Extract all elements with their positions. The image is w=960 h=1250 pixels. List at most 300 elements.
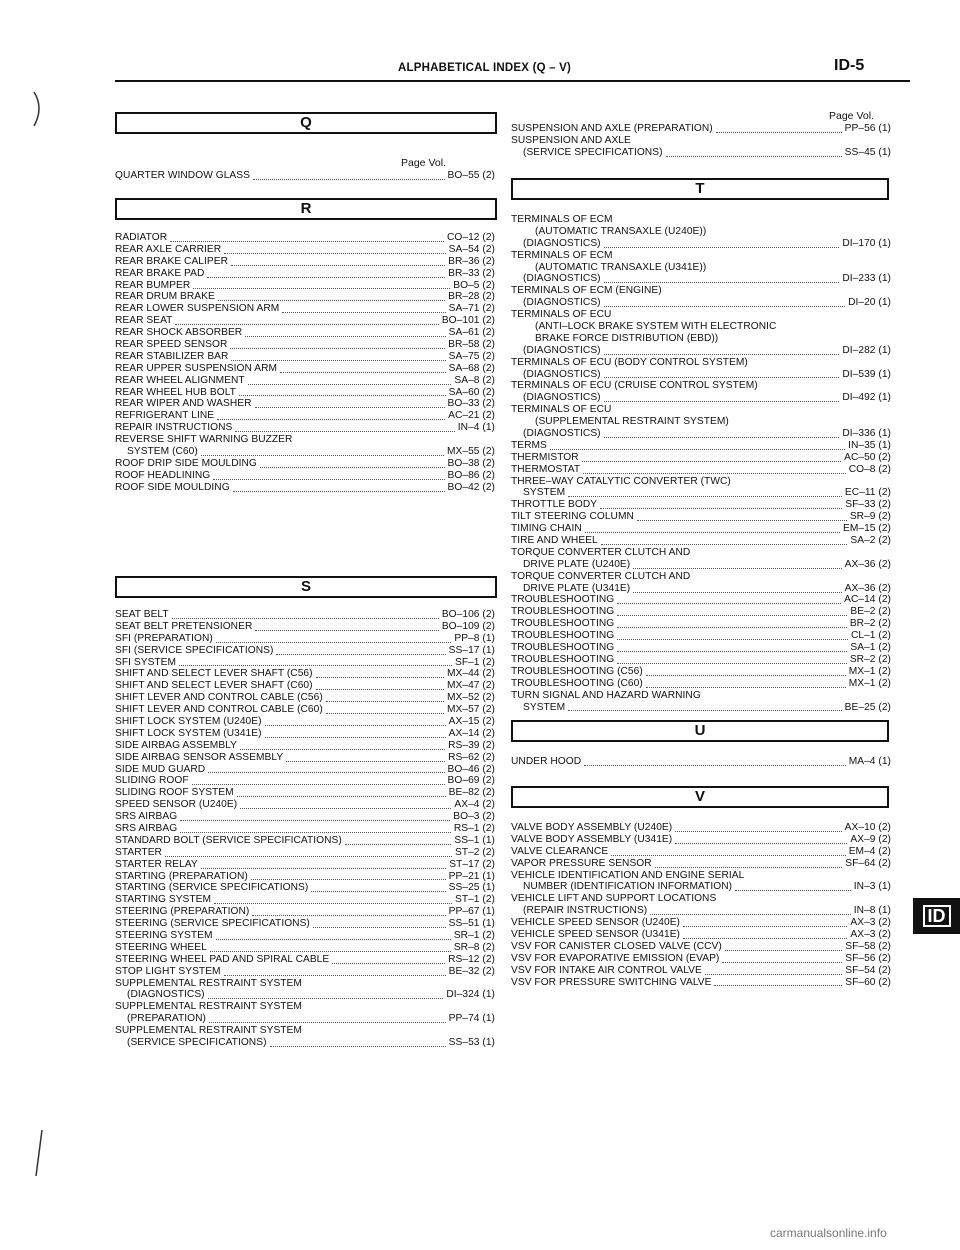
leader-dots: [604, 437, 840, 438]
leader-dots: [604, 401, 840, 402]
index-entry-page: BO–38 (2): [447, 457, 495, 469]
index-entry-page: BO–46 (2): [447, 763, 495, 775]
leader-dots: [633, 592, 841, 593]
section-header-q: Q: [115, 112, 497, 134]
index-entry-title: VALVE CLEARANCE: [511, 845, 609, 857]
index-entry: [115, 1025, 495, 1037]
leader-dots: [550, 449, 845, 450]
leader-dots: [735, 890, 851, 891]
index-entry-title: (DIAGNOSTICS): [127, 989, 205, 1001]
index-entry: [115, 990, 495, 1002]
index-entry-title: STARTER: [115, 846, 162, 858]
index-entry-title: RADIATOR: [115, 231, 168, 243]
index-entry-page: BR–2 (2): [849, 618, 891, 630]
index-entry-title: REAR SPEED SENSOR: [115, 339, 228, 350]
index-entry: [115, 764, 495, 776]
index-entry-page: ST–17 (2): [449, 858, 495, 870]
index-entry-title: REVERSE SHIFT WARNING BUZZER: [115, 434, 293, 446]
index-entry-page: SR–1 (2): [453, 930, 495, 942]
index-entry-page: MX–55 (2): [446, 446, 495, 458]
index-entry: [511, 905, 891, 917]
index-entry: [511, 416, 891, 428]
page-number: ID-5: [834, 57, 865, 74]
index-entry-page: SS–53 (1): [448, 1037, 495, 1049]
leader-dots: [237, 796, 446, 797]
index-entry-title: VSV FOR CANISTER CLOSED VALVE (CCV): [511, 940, 722, 952]
v-entries: [511, 822, 891, 988]
index-entry-title: STARTING (PREPARATION): [115, 870, 248, 882]
index-entry-title: TERMS: [511, 439, 547, 451]
leader-dots: [217, 419, 445, 420]
index-entry: [511, 123, 891, 135]
index-entry-page: MX–44 (2): [446, 668, 495, 680]
index-entry-title: REAR SHOCK ABSORBER: [115, 327, 243, 339]
index-entry-title: SUPPLEMENTAL RESTRAINT SYSTEM: [115, 977, 302, 989]
page-vol-label-right: Page Vol.: [829, 110, 874, 122]
index-entry-title: REAR DRUM BRAKE: [115, 291, 215, 303]
index-entry-title: DRIVE PLATE (U240E): [523, 558, 631, 570]
index-entry-title: ROOF HEADLINING: [115, 469, 211, 481]
index-entry-page: BO–33 (2): [447, 398, 495, 410]
index-entry: [115, 482, 495, 494]
leader-dots: [725, 950, 842, 951]
index-entry: [511, 404, 891, 416]
index-entry: [115, 375, 495, 387]
index-entry-page: EM–15 (2): [842, 523, 891, 535]
leader-dots: [172, 618, 439, 619]
index-entry: [115, 470, 495, 482]
index-entry: [511, 977, 891, 989]
index-entry-title: TROUBLESHOOTING: [511, 630, 615, 642]
index-entry-page: DI–20 (1): [848, 297, 891, 309]
page-header-title: ALPHABETICAL INDEX (Q – V): [398, 62, 572, 74]
index-entry-page: SS–25 (1): [448, 882, 495, 894]
q-entries: [115, 170, 495, 182]
leader-dots: [617, 627, 847, 628]
index-entry: [511, 642, 891, 654]
index-entry-title: SHIFT LOCK SYSTEM (U240E): [115, 716, 262, 727]
index-entry-page: AX–14 (2): [448, 727, 495, 739]
leader-dots: [180, 820, 450, 821]
index-entry: [115, 268, 495, 280]
leader-dots: [585, 532, 840, 533]
leader-dots: [201, 868, 447, 869]
index-entry: [115, 740, 495, 752]
leader-dots: [316, 689, 444, 690]
section-header-r: R: [115, 198, 497, 220]
index-entry-title: REAR BRAKE CALIPER: [115, 255, 228, 267]
index-entry: [115, 680, 495, 692]
index-entry-page: IN–4 (1): [457, 422, 495, 434]
index-entry: [511, 250, 891, 262]
leader-dots: [245, 336, 445, 337]
index-entry: [511, 321, 891, 333]
index-entry-page: SS–51 (1): [448, 918, 495, 930]
index-entry: [511, 285, 891, 297]
leader-dots: [650, 914, 851, 915]
index-entry: [115, 978, 495, 990]
index-entry-page: SF–1 (2): [454, 656, 495, 668]
index-entry-title: REAR AXLE CARRIER: [115, 243, 222, 255]
leader-dots: [207, 277, 445, 278]
index-entry-page: MX–57 (2): [446, 704, 495, 716]
leader-dots: [165, 856, 452, 857]
leader-dots: [253, 179, 445, 180]
index-entry-title: (SUPPLEMENTAL RESTRAINT SYSTEM): [535, 416, 729, 428]
header-rule: [115, 80, 910, 82]
index-entry-title: STEERING WHEEL: [115, 941, 207, 953]
index-entry-title: QUARTER WINDOW GLASS: [115, 169, 250, 181]
index-entry: [511, 369, 891, 381]
leader-dots: [209, 1022, 446, 1023]
leader-dots: [604, 377, 840, 378]
index-entry: [115, 315, 495, 327]
index-entry-title: TROUBLESHOOTING (C56): [511, 665, 643, 677]
index-entry: [115, 847, 495, 859]
index-entry-page: IN–3 (1): [853, 881, 891, 893]
leader-dots: [675, 843, 847, 844]
index-entry-title: VEHICLE SPEED SENSOR (U240E): [511, 917, 680, 929]
index-entry-page: MA–4 (1): [848, 755, 891, 767]
r-entries: [115, 232, 495, 494]
index-entry-page: IN–35 (1): [848, 439, 891, 451]
leader-dots: [637, 520, 847, 521]
index-entry-page: DI–492 (1): [842, 392, 891, 404]
index-entry: [115, 232, 495, 244]
index-entry-page: SF–33 (2): [845, 499, 891, 511]
index-entry: [115, 291, 495, 303]
index-entry-title: TERMINALS OF ECM: [511, 249, 613, 261]
leader-dots: [216, 939, 451, 940]
index-entry: [511, 756, 891, 768]
index-entry-title: SLIDING ROOF: [115, 775, 189, 787]
index-entry-title: BRAKE FORCE DISTRIBUTION (EBD)): [535, 332, 719, 344]
index-entry-title: REAR SEAT: [115, 315, 173, 327]
index-entry: [511, 476, 891, 488]
leader-dots: [617, 651, 847, 652]
leader-dots: [716, 132, 842, 133]
leader-dots: [270, 1046, 446, 1047]
index-entry-title: SLIDING ROOF SYSTEM: [115, 787, 234, 799]
index-entry-title: (SERVICE SPECIFICATIONS): [523, 146, 663, 158]
index-entry: [511, 523, 891, 535]
watermark-text: carmanualsonline.info: [770, 1226, 887, 1240]
index-entry: [511, 547, 891, 559]
index-entry-title: SHIFT AND SELECT LEVER SHAFT (C60): [115, 680, 313, 692]
index-entry-page: CO–8 (2): [848, 463, 891, 475]
index-entry-title: (AUTOMATIC TRANSAXLE (U240E)): [535, 225, 707, 237]
page-vol-label: Page Vol.: [401, 157, 446, 169]
index-entry: [115, 327, 495, 339]
index-entry-page: AC–14 (2): [844, 594, 891, 606]
index-entry: [115, 657, 495, 669]
leader-dots: [230, 348, 445, 349]
leader-dots: [224, 253, 446, 254]
leader-dots: [633, 568, 841, 569]
leader-dots: [611, 855, 846, 856]
index-entry-title: SRS AIRBAG: [115, 823, 178, 835]
index-entry: [511, 511, 891, 523]
leader-dots: [240, 808, 451, 809]
leader-dots: [280, 372, 446, 373]
index-entry: [115, 704, 495, 716]
index-entry-title: (DIAGNOSTICS): [523, 273, 601, 285]
leader-dots: [248, 384, 452, 385]
index-entry-title: REAR BRAKE PAD: [115, 267, 205, 279]
index-entry-title: (DIAGNOSTICS): [523, 392, 601, 404]
index-entry-page: BO–106 (2): [441, 608, 495, 620]
index-entry-page: DI–233 (1): [842, 273, 891, 285]
index-entry-title: TROUBLESHOOTING: [511, 618, 615, 630]
index-entry-title: TERMINALS OF ECU (BODY CONTROL SYSTEM): [511, 356, 748, 368]
index-entry-page: SR–9 (2): [849, 511, 891, 523]
leader-dots: [675, 831, 841, 832]
index-entry-title: (REPAIR INSTRUCTIONS): [523, 905, 648, 917]
index-entry-title: VAPOR PRESSURE SENSOR: [511, 857, 652, 869]
leader-dots: [568, 496, 842, 497]
leader-dots: [218, 300, 445, 301]
index-entry-title: VEHICLE LIFT AND SUPPORT LOCATIONS: [511, 893, 717, 905]
index-entry-title: STOP LIGHT SYSTEM: [115, 965, 221, 977]
index-entry: [511, 690, 891, 702]
index-entry: [511, 822, 891, 834]
index-entry-page: PP–56 (1): [844, 122, 891, 134]
leader-dots: [345, 844, 452, 845]
index-entry-title: SFI (SERVICE SPECIFICATIONS): [115, 644, 274, 656]
leader-dots: [617, 663, 847, 664]
leader-dots: [617, 603, 841, 604]
index-entry-page: BO–109 (2): [441, 620, 495, 632]
index-entry: [511, 571, 891, 583]
index-entry-title: SPEED SENSOR (U240E): [115, 799, 238, 811]
index-entry-title: SUSPENSION AND AXLE (PREPARATION): [511, 122, 713, 134]
index-entry: [511, 953, 891, 965]
index-entry-title: THERMISTOR: [511, 451, 579, 463]
index-entry: [115, 633, 495, 645]
leader-dots: [600, 508, 842, 509]
index-entry-title: NUMBER (IDENTIFICATION INFORMATION): [523, 881, 733, 893]
s-entries: [115, 609, 495, 1049]
index-entry: [511, 499, 891, 511]
index-entry-title: TIMING CHAIN: [511, 523, 582, 535]
index-entry-page: SA–71 (2): [448, 303, 495, 315]
index-entry: [115, 966, 495, 978]
index-entry: [115, 752, 495, 764]
index-entry-title: THROTTLE BODY: [511, 499, 598, 511]
index-entry: [511, 834, 891, 846]
index-entry-title: VEHICLE IDENTIFICATION AND ENGINE SERIAL: [511, 869, 745, 881]
leader-dots: [646, 675, 846, 676]
index-entry-title: STANDARD BOLT (SERVICE SPECIFICATIONS): [115, 834, 342, 846]
index-entry-page: AX–15 (2): [448, 716, 495, 727]
index-entry: [115, 621, 495, 633]
index-entry: [511, 262, 891, 274]
leader-dots: [568, 710, 841, 711]
index-entry-page: SF–58 (2): [845, 940, 891, 952]
leader-dots: [722, 962, 842, 963]
index-entry: [511, 135, 891, 147]
index-entry-page: SA–1 (2): [850, 642, 891, 654]
index-entry-title: TORQUE CONVERTER CLUTCH AND: [511, 546, 691, 558]
index-entry-page: DI–282 (1): [842, 344, 891, 356]
index-entry-page: RS–12 (2): [448, 953, 495, 965]
leader-dots: [326, 701, 444, 702]
index-entry-title: STEERING SYSTEM: [115, 930, 213, 942]
index-entry-page: MX–1 (2): [848, 677, 891, 689]
index-entry-page: DI–336 (1): [842, 428, 891, 440]
index-entry-title: TIRE AND WHEEL: [511, 535, 598, 547]
index-entry-page: BR–28 (2): [448, 291, 495, 303]
index-entry-page: PP–21 (1): [448, 870, 495, 882]
leader-dots: [251, 879, 446, 880]
index-entry: [115, 787, 495, 799]
index-entry-page: PP–67 (1): [448, 906, 495, 918]
index-entry-title: UNDER HOOD: [511, 755, 582, 767]
index-entry: [115, 728, 495, 740]
leader-dots: [617, 615, 847, 616]
index-entry: [511, 630, 891, 642]
index-entry: [511, 226, 891, 238]
index-entry-title: TERMINALS OF ECM: [511, 214, 613, 225]
index-entry-title: REAR BUMPER: [115, 279, 191, 291]
index-entry: [511, 702, 891, 714]
leader-dots: [316, 677, 444, 678]
index-entry: [511, 917, 891, 929]
leader-dots: [326, 713, 444, 714]
index-entry: [115, 823, 495, 835]
section-header-u: U: [511, 720, 889, 742]
index-entry-page: SA–68 (2): [448, 362, 495, 374]
index-entry: [511, 654, 891, 666]
top-entries: [511, 123, 891, 159]
index-entry-title: SHIFT LOCK SYSTEM (U341E): [115, 727, 262, 739]
index-entry: [511, 595, 891, 607]
index-entry-title: REAR WHEEL ALIGNMENT: [115, 374, 245, 386]
leader-dots: [214, 903, 452, 904]
index-entry-title: (PREPARATION): [127, 1013, 206, 1025]
index-entry-page: BR–36 (2): [448, 255, 495, 267]
index-entry: [115, 871, 495, 883]
index-entry-title: SYSTEM: [523, 701, 566, 713]
index-entry-title: STEERING WHEEL PAD AND SPIRAL CABLE: [115, 953, 330, 965]
index-entry-title: SEAT BELT PRETENSIONER: [115, 620, 253, 632]
index-entry: [115, 434, 495, 446]
index-entry: [115, 339, 495, 351]
index-entry: [115, 835, 495, 847]
index-entry-page: RS–39 (2): [448, 739, 495, 751]
index-entry: [511, 559, 891, 571]
index-entry: [115, 363, 495, 375]
index-entry-page: BO–5 (2): [453, 279, 495, 291]
index-entry: [115, 930, 495, 942]
index-entry: [511, 606, 891, 618]
index-entry-page: AX–3 (2): [850, 929, 891, 940]
leader-dots: [193, 288, 450, 289]
index-entry: [511, 309, 891, 321]
leader-dots: [666, 156, 842, 157]
index-entry-title: REFRIGERANT LINE: [115, 410, 215, 422]
index-entry-page: EC–11 (2): [844, 487, 891, 499]
index-entry-page: BR–33 (2): [448, 267, 495, 279]
index-entry: [511, 238, 891, 250]
index-entry: [115, 692, 495, 704]
leader-dots: [311, 891, 445, 892]
index-entry-page: SS–45 (1): [844, 146, 891, 158]
index-entry-title: DRIVE PLATE (U341E): [523, 582, 631, 594]
index-entry-page: BE–32 (2): [448, 965, 495, 977]
leader-dots: [213, 479, 444, 480]
index-entry-title: SIDE MUD GUARD: [115, 763, 206, 775]
index-entry-title: SIDE AIRBAG SENSOR ASSEMBLY: [115, 751, 284, 763]
index-entry: [115, 668, 495, 680]
index-entry: [115, 1037, 495, 1049]
leader-dots: [240, 749, 445, 750]
leader-dots: [604, 282, 840, 283]
index-entry: [115, 422, 495, 434]
index-entry-title: TURN SIGNAL AND HAZARD WARNING: [511, 689, 701, 701]
index-entry-title: (DIAGNOSTICS): [523, 344, 601, 356]
section-tab-id: [913, 898, 960, 934]
index-entry: [511, 392, 891, 404]
index-entry-page: AX–36 (2): [844, 558, 891, 570]
index-entry: [115, 799, 495, 811]
index-entry: [511, 440, 891, 452]
index-entry-page: AC–50 (2): [844, 451, 891, 463]
index-entry-title: SHIFT LEVER AND CONTROL CABLE (C60): [115, 704, 323, 716]
index-entry: [115, 882, 495, 894]
index-entry-title: SEAT BELT: [115, 608, 169, 620]
index-entry-page: CL–1 (2): [850, 630, 891, 642]
leader-dots: [231, 265, 445, 266]
index-entry-title: ROOF DRIP SIDE MOULDING: [115, 457, 257, 469]
index-entry-title: THREE–WAY CATALYTIC CONVERTER (TWC): [511, 475, 731, 487]
index-entry: [511, 357, 891, 369]
index-entry: [511, 214, 891, 226]
index-entry: [511, 881, 891, 893]
index-entry-title: STEERING (SERVICE SPECIFICATIONS): [115, 918, 310, 930]
index-entry-title: VEHICLE SPEED SENSOR (U341E): [511, 929, 680, 940]
index-entry: [511, 147, 891, 159]
index-entry-page: BR–58 (2): [448, 339, 495, 350]
index-entry: [511, 893, 891, 905]
leader-dots: [260, 467, 445, 468]
index-entry: [115, 918, 495, 930]
index-entry-title: TROUBLESHOOTING: [511, 606, 615, 618]
index-entry-page: RS–1 (2): [453, 823, 495, 835]
index-entry-title: VSV FOR INTAKE AIR CONTROL VALVE: [511, 964, 702, 976]
index-entry-title: SFI (PREPARATION): [115, 632, 213, 644]
index-entry: [511, 428, 891, 440]
index-entry-page: SR–2 (2): [849, 653, 891, 665]
index-entry: [115, 351, 495, 363]
index-entry: [115, 954, 495, 966]
index-entry: [115, 458, 495, 470]
index-entry-page: BE–25 (2): [844, 701, 891, 713]
index-entry-title: (DIAGNOSTICS): [523, 237, 601, 249]
index-entry: [115, 1001, 495, 1013]
binding-mark-bottom: [30, 1128, 50, 1178]
index-entry-title: TILT STEERING COLUMN: [511, 511, 634, 523]
section-tab-label: ID: [923, 905, 951, 927]
index-entry-title: REAR LOWER SUSPENSION ARM: [115, 303, 280, 315]
index-entry-page: SA–75 (2): [448, 350, 495, 362]
leader-dots: [683, 938, 847, 939]
index-entry-title: (DIAGNOSTICS): [523, 297, 601, 309]
index-entry-title: TROUBLESHOOTING (C60): [511, 677, 643, 689]
index-entry-title: STEERING (PREPARATION): [115, 906, 250, 918]
leader-dots: [601, 544, 848, 545]
leader-dots: [208, 772, 444, 773]
